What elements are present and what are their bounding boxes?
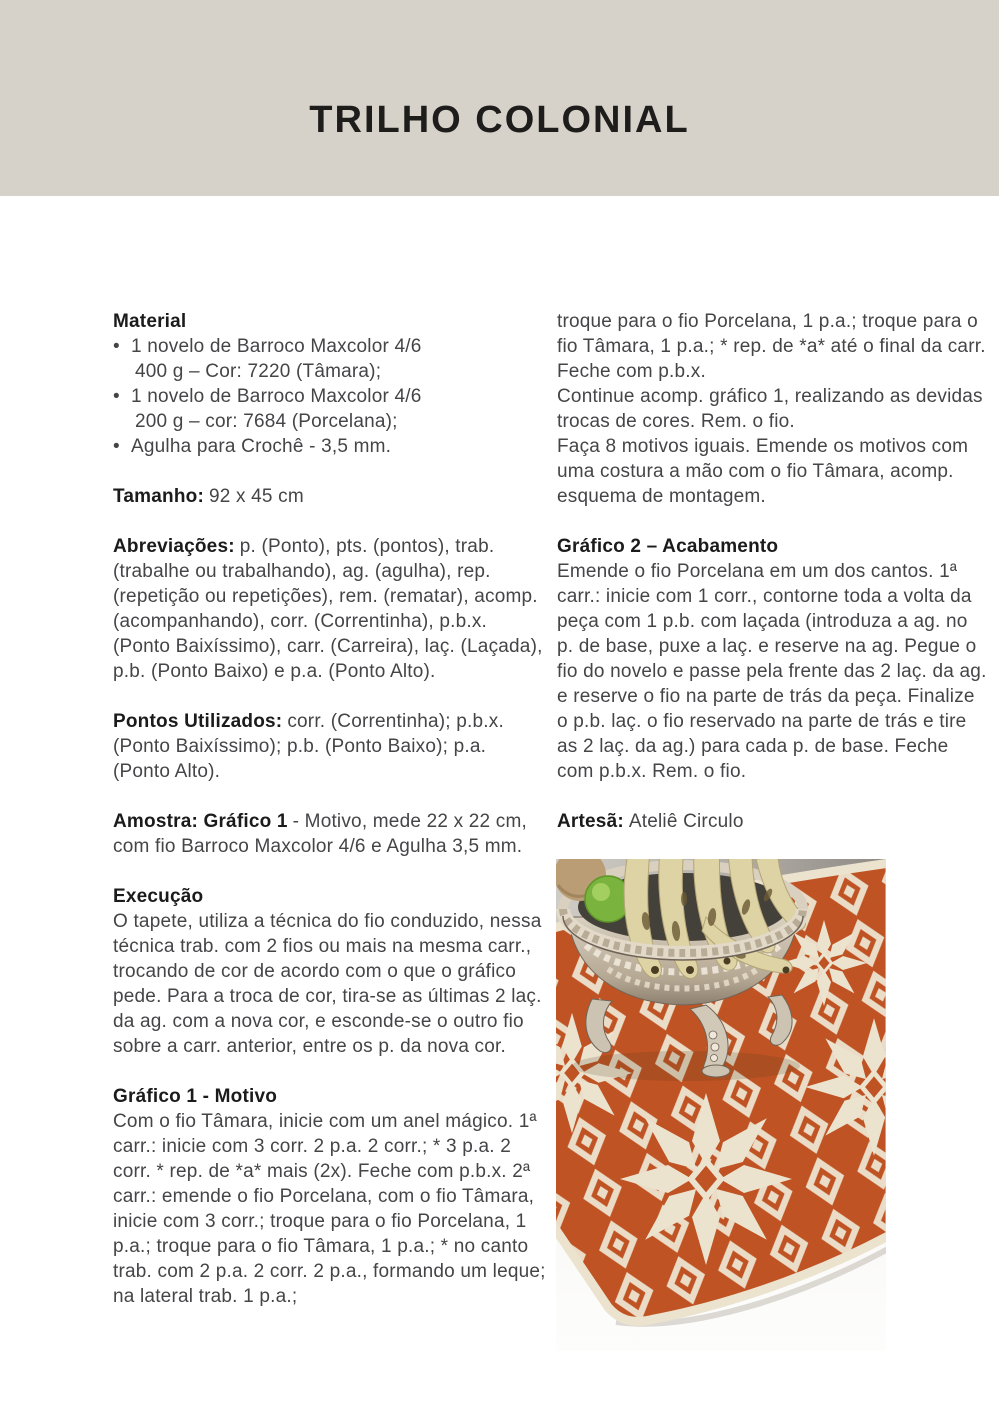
page-title: TRILHO COLONIAL [309,99,690,141]
grafico2-text: Emende o fio Porcelana em um dos cantos. 1ª carr.: inicie com 1 corr., contorne toda a volta da peça com 1 p.b. com laçada (introduza a ag. no p. de base, puxe a laç. e reserve na ag. Pegue o fio do novelo e passe pela frente das 2 laç. da ag. e reserve o fio na parte de trás da peça. Finalize o p.b. laç. o fio reservado na parte de trás e tire as 2 laç. da ag.) para cada p. de base. Feche com p.b.x. Rem. o fio. [557,561,987,782]
artesa-value: Ateliê Circulo [628,811,744,832]
left-column [113,309,546,1334]
tamanho-value: 92 x 45 cm [208,486,304,507]
list-item [113,334,546,384]
tamanho-label: Tamanho: [113,486,204,507]
material-item-line1: 1 novelo de Barroco Maxcolor 4/6 [131,336,422,357]
material-heading: Material [113,311,187,332]
runner-photo [556,859,886,1351]
bullet-marker: • [113,436,120,457]
bullet-marker: • [113,386,120,407]
section-tamanho [113,484,546,509]
material-item-line1: Agulha para Crochê - 3,5 mm. [131,436,392,457]
section-material [113,309,546,459]
execucao-text: O tapete, utiliza a técnica do fio conduzido, nessa técnica trab. com 2 fios ou mais na mesma carr., trocando de cor de acordo com o que o gráfico pede. Para a troca de cor, tira-se as últimas 2 laç. da ag. com a nova cor, e esconde-se o outro fio sobre a carr. anterior, entre os p. da nova cor. [113,911,542,1057]
section-artesa [557,809,987,834]
continuation-paragraph: Faça 8 motivos iguais. Emende os motivos com uma costura a mão com o fio Tâmara, acomp. esquema de montagem. [557,436,969,507]
grafico2-heading: Gráfico 2 – Acabamento [557,536,779,557]
pontos-text: corr. (Correntinha); p.b.x. (Ponto Baixíssimo); p.b. (Ponto Baixo); p.a. (Ponto Alto). [113,711,504,782]
material-item-line2: 400 g – Cor: 7220 (Tâmara); [135,361,382,382]
continuation-paragraph: troque para o fio Porcelana, 1 p.a.; troque para o fio Tâmara, 1 p.a.; * rep. de *a* até o final da carr. Feche com p.b.x. [557,311,986,382]
section-pontos-utilizados [113,709,546,784]
continuation-paragraph: Continue acomp. gráfico 1, realizando as devidas trocas de cores. Rem. o fio. [557,386,983,432]
amostra-label: Amostra: Gráfico 1 [113,811,288,832]
material-item-line1: 1 novelo de Barroco Maxcolor 4/6 [131,386,422,407]
bowl-shadow [572,1051,800,1081]
section-abreviacoes [113,534,546,684]
abreviacoes-text: p. (Ponto), pts. (pontos), trab. (trabalhe ou trabalhando), ag. (agulha), rep. (repetição ou repetições), rem. (rematar), acomp. (acompanhando), corr. (Correntinha), p.b.x. (Ponto Baixíssimo), carr. (Carreira), laç. (Laçada), p.b. (Ponto Baixo) e p.a. (Ponto Alto). [113,536,543,682]
title-band [0,0,999,196]
execucao-heading: Execução [113,886,204,907]
list-item [113,384,546,434]
grafico1-text: Com o fio Tâmara, inicie com um anel mágico. 1ª carr.: inicie com 3 corr. 2 p.a. 2 corr.; * 3 p.a. 2 corr. * rep. de *a* mais (2x). Feche com p.b.x. 2ª carr.: emende o fio Porcelana, com o fio Tâmara, inicie com 3 corr.; troque para o fio Porcelana, 1 p.a.; troque para o fio Tâmara, 1 p.a.; * no canto trab. com 2 p.a. 2 corr. 2 p.a., formando um leque; na lateral trab. 1 p.a.; [113,1111,546,1307]
material-item-line2: 200 g – cor: 7684 (Porcelana); [135,411,398,432]
material-list [113,334,546,459]
pontos-label: Pontos Utilizados: [113,711,283,732]
artesa-label: Artesã: [557,811,624,832]
section-amostra [113,809,546,859]
grafico1-continuation [557,309,987,509]
bullet-marker: • [113,336,120,357]
right-column [557,309,987,1351]
amostra-text: - Motivo, mede 22 x 22 cm, com fio Barroco Maxcolor 4/6 e Agulha 3,5 mm. [113,811,527,857]
abreviacoes-label: Abreviações: [113,536,235,557]
grafico1-heading: Gráfico 1 - Motivo [113,1086,278,1107]
section-grafico1 [113,1084,546,1309]
section-grafico2 [557,534,987,784]
section-execucao [113,884,546,1059]
list-item [113,434,546,459]
